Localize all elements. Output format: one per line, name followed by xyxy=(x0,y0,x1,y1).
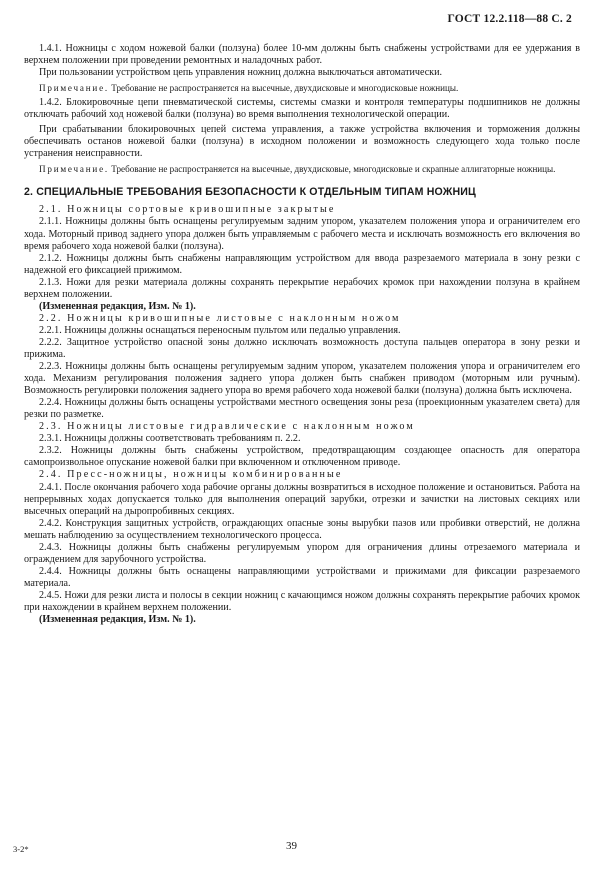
sheet-mark: 3-2* xyxy=(13,844,29,854)
paragraph-2-4-2: 2.4.2. Конструкция защитных устройств, ограждающих опасные зоны вырубки пазов или пробивки отверстий, не должна мешать наблюдению за осуществлением технологического процесса. xyxy=(24,517,580,541)
page-number: 39 xyxy=(286,840,297,852)
paragraph-2-2-2: 2.2.2. Защитное устройство опасной зоны должно исключать возможность доступа пальцев оператора в зону резки и прижима. xyxy=(24,336,580,360)
paragraph-auto-off: При пользовании устройством цепь управления ножниц должна выключаться автоматически. xyxy=(39,67,443,79)
subsection-2-3-heading: 2.3. Ножницы листовые гидравлические с наклонным ножом xyxy=(39,421,415,433)
section-title: 2. СПЕЦИАЛЬНЫЕ ТРЕБОВАНИЯ БЕЗОПАСНОСТИ К ОТДЕЛЬНЫМ ТИПАМ НОЖНИЦ xyxy=(24,186,476,199)
subsection-2-2-heading: 2.2. Ножницы кривошипные листовые с наклонным ножом xyxy=(39,312,401,324)
paragraph-2-2-1: 2.2.1. Ножницы должны оснащаться переносным пультом или педалью управления. xyxy=(39,324,401,336)
paragraph-2-3-2: 2.3.2. Ножницы должны быть снабжены устройством, предотвращающим создающее опасность для оператора самопроизвольное опускание ножевой балки при включенном и отключенном приводе. xyxy=(24,445,580,469)
page-header: ГОСТ 12.2.118—88 С. 2 xyxy=(447,13,572,25)
paragraph-2-4-5: 2.4.5. Ножи для резки листа и полосы в секции ножниц с качающимся ножом должны сохранять перекрытие рабочих кромок при нахождении в крайнем верхнем положении. xyxy=(24,589,580,613)
note-label: Примечание. xyxy=(39,164,109,175)
amendment-note: (Измененная редакция, Изм. № 1). xyxy=(39,614,196,626)
paragraph-2-1-2: 2.1.2. Ножницы должны быть снабжены направляющим устройством для ввода разрезаемого материала в зону резки с надежной его фиксацией прижимом. xyxy=(24,252,580,276)
subsection-2-1-heading: 2.1. Ножницы сортовые кривошипные закрытые xyxy=(39,204,336,216)
paragraph-2-1-1: 2.1.1. Ножницы должны быть оснащены регулируемым задним упором, указателем положения упора и ограничителем его хода. Моторный привод заднего упора должен быть управляемым с рабочего места и исключать возможность его включения во время рабочего хода ножевой балки (ползуна). xyxy=(24,216,580,252)
paragraph-2-2-4: 2.2.4. Ножницы должны быть оснащены устройствами местного освещения зоны реза (проекционным указателем света) для резки по разметке. xyxy=(24,397,580,421)
paragraph-2-4-4: 2.4.4. Ножницы должны быть оснащены направляющими устройствами и прижимами для фиксации разрезаемого материала. xyxy=(24,565,580,589)
subsection-2-4-heading: 2.4. Пресс-ножницы, ножницы комбинированные xyxy=(39,469,343,481)
note-text: Требование не распространяется на высечные, двухдисковые, многодисковые и скрапные аллигаторные ножницы. xyxy=(109,164,556,175)
amendment-note: (Измененная редакция, Изм. № 1). xyxy=(39,300,196,312)
paragraph-2-4-3: 2.4.3. Ножницы должны быть снабжены регулируемым упором для ограничения длины отрезаемого материала и ограждением для зарубочного устройства. xyxy=(24,541,580,565)
paragraph-2-1-3: 2.1.3. Ножи для резки материала должны сохранять перекрытие нерабочих кромок при нахождении ползуна в крайнем верхнем положении. xyxy=(24,276,580,300)
note-text: Требование не распространяется на высечные, двухдисковые и многодисковые ножницы. xyxy=(109,83,459,94)
document-body xyxy=(24,43,580,626)
note-1 xyxy=(24,82,580,94)
paragraph-2-4-1: 2.4.1. После окончания рабочего хода рабочие органы должны возвратиться в исходное положение и остановиться. Работа на непрерывных ходах допускается только для выполнения операций зарубки, отрезки и зачистки на листовых секциях или высечных операций на дыропробивных секциях. xyxy=(24,481,580,517)
paragraph-1-4-1: 1.4.1. Ножницы с ходом ножевой балки (ползуна) более 10-мм должны быть снабжены устройствами для ее удержания в верхнем положении при проведении ремонтных и наладочных работ. xyxy=(24,43,580,67)
paragraph-interlock: При срабатывании блокировочных цепей система управления, а также устройства включения и торможения должны обеспечивать останов ножевой балки (ползуна) в исходном положении и возможность следующего хода только после устранения неисправности. xyxy=(24,124,580,160)
paragraph-2-3-1: 2.3.1. Ножницы должны соответствовать требованиям п. 2.2. xyxy=(39,433,301,445)
note-label: Примечание. xyxy=(39,83,109,94)
note-2 xyxy=(24,163,580,175)
paragraph-1-4-2: 1.4.2. Блокировочные цепи пневматической системы, системы смазки и контроля температуры подшипников не должны отключать рабочий ход ножевой балки (ползуна) во время выполнения технологической операции. xyxy=(24,97,580,121)
paragraph-2-2-3: 2.2.3. Ножницы должны быть оснащены регулируемым задним упором, указателем положения упора и ограничителем его хода. Механизм регулирования положения заднего упора должен быть снабжен приводом (моторным или ручным). Возможность регулировки положения заднего упора во время рабочего хода ножевой балки (ползуна) должна быть исключена. xyxy=(24,361,580,397)
